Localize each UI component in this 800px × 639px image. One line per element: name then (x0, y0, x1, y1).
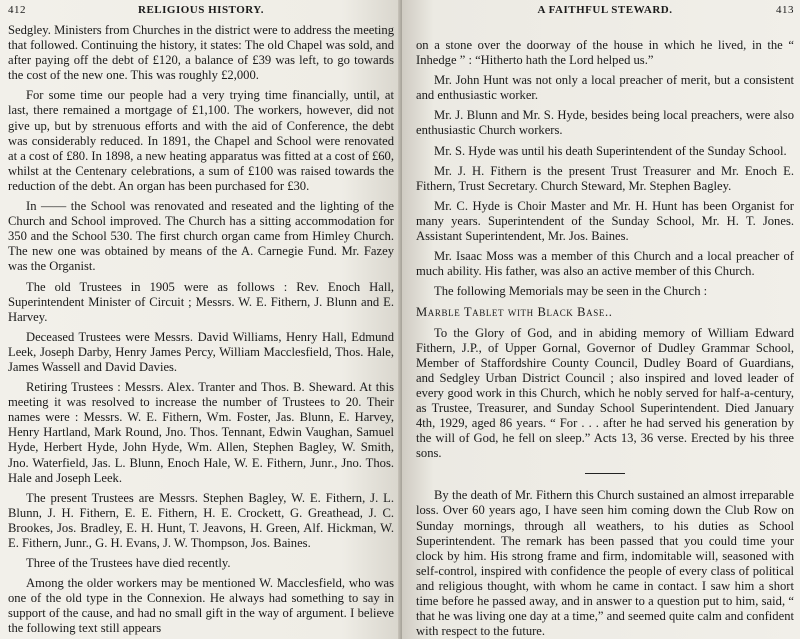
paragraph: Among the older workers may be mentioned W. Macclesfield, who was one of the old type in the Connexion. He always had something to say in support of the cause, and had no small gift in the way of argument. I believe the following text still appears (8, 576, 394, 636)
paragraph: Mr. John Hunt was not only a local preacher of merit, but a consistent and enthusiastic worker. (416, 73, 794, 103)
paragraph: Deceased Trustees were Messrs. David Williams, Henry Hall, Edmund Leek, Joseph Darby, Henry James Percy, William Macclesfield, Thos. Hale, James Wassell and David Davies. (8, 329, 394, 374)
left-page-number: 412 (8, 4, 26, 16)
right-page-number: 413 (776, 4, 794, 16)
paragraph: The old Trustees in 1905 were as follows : Rev. Enoch Hall, Superintendent Minister of Circuit ; Messrs. W. E. Fithern, J. Blunn and E. Harvey. (8, 279, 394, 324)
paragraph: Mr. C. Hyde is Choir Master and Mr. H. Hunt has been Organist for many years. Superintendent of the Sunday School, Mr. H. T. Jones. Assistant Superintendent, Mr. Jos. Baines. (416, 198, 794, 244)
memorial-heading: Marble Tablet with Black Base.. (416, 305, 613, 320)
closing-paragraph: By the death of Mr. Fithern this Church sustained an almost irreparable loss. Over 60 years ago, I have seen him coming down the Club Row on Sunday mornings, through all weathers, to his duties as School Superintendent. The remark has been passed that you could time your clock by him. His strong frame and firm, indomitable will, seasoned with self-control, inspired with confidence the people of every class of political and religious thought, with whom he came in contact. I saw him a short time before he passed away, and in answer to a question put to him, said, “ that he was living one day at a time,” and seemed quite calm and confident with respect to the future. (416, 488, 794, 639)
right-page-body (416, 38, 794, 639)
paragraph: Mr. J. Blunn and Mr. S. Hyde, besides being local preachers, were also enthusiastic Church workers. (416, 108, 794, 138)
paragraph: The following Memorials may be seen in the Church : (434, 284, 708, 299)
paragraph: The present Trustees are Messrs. Stephen Bagley, W. E. Fithern, J. L. Blunn, J. H. Fithern, E. E. Fithern, H. E. Crockett, G. Greathead, J. C. Brookes, Jos. Bradley, E. H. Hunt, T. Jeavons, H. Green, Alf. Hickman, W. E. Fithern, Junr., G. H. Evans, J. W. Thompson, Jos. Baines. (8, 490, 394, 550)
paragraph: For some time our people had a very trying time financially, until, at last, there remained a mortgage of £1,100. The workers, however, did not give up, but by strenuous efforts and with the aid of Conference, the debt was considerably reduced. In 1891, the Chapel and School were renovated at a cost of £80. In 1898, a new heating apparatus was fitted at a cost of £60, whilst at the Centenary celebrations, a sum of £100 was raised towards the reduction of the debt. An organ has been purchased for £30. (8, 88, 394, 193)
paragraph: Mr. J. H. Fithern is the present Trust Treasurer and Mr. Enoch E. Fithern, Trust Secretary. Church Steward, Mr. Stephen Bagley. (416, 163, 794, 193)
left-page-body (8, 23, 394, 639)
left-running-head (8, 4, 394, 16)
paragraph: Retiring Trustees : Messrs. Alex. Tranter and Thos. B. Sheward. At this meeting it was resolved to increase the number of Trustees to 20. Their names were : Messrs. W. E. Fithern, Wm. Foster, Jas. Blunn, E. Harvey, Henry Hartland, Mark Round, Jno. Thos. Tennant, Edwin Vaughan, Samuel Hyde, Herbert Hyde, John Hyde, Wm. Allen, Stephen Bagley, W. Smith, Jno. Waterfield, Jas. L. Blunn, Enoch Hale, W. E. Fithern, Junr., Jno. Thos. Hale and Joseph Leek. (8, 380, 394, 485)
right-running-title: A FAITHFUL STEWARD. (537, 4, 673, 16)
paragraph: Sedgley. Ministers from Churches in the district were to address the meeting that followed. Continuing the history, it states: The old Chapel was sold, and after paying off the debt of £120, a balance of £39 was left, to go towards the cost of the new one. This was roughly £2,000. (8, 23, 394, 83)
paragraph: Mr. S. Hyde was until his death Superintendent of the Sunday School. (434, 143, 787, 158)
left-running-title: RELIGIOUS HISTORY. (138, 4, 264, 16)
paragraph: on a stone over the doorway of the house in which he lived, in the “ Inhedge ” : “Hitherto hath the Lord helped us.” (416, 38, 794, 68)
section-divider (585, 473, 625, 474)
paragraph: Three of the Trustees have died recently. (26, 556, 231, 571)
right-page (402, 0, 800, 639)
right-running-head (416, 4, 794, 16)
memorial-inscription: To the Glory of God, and in abiding memory of William Edward Fithern, J.P., of Upper Gornal, Governor of Dudley Grammar School, Member of Staffordshire County Council, Dudley Board of Guardians, and Sedgley Urban District Council ; also inspired and loved leader of every good work in this Church, which he nobly served for half-a-century, as Trustee, Treasurer, and Sunday School Superintendent. Died January 4th, 1929, aged 86 years. “ For . . . after he had served his generation by the will of God, he fell on sleep.” Acts 13, 36 verse. Erected by his three sons. (416, 325, 794, 461)
paragraph: Mr. Isaac Moss was a member of this Church and a local preacher of much ability. His father, was also an active member of this Church. (416, 249, 794, 279)
paragraph: In —— the School was renovated and reseated and the lighting of the Church and School improved. The Church has a sitting accommodation for 350 and the School 530. The first church organ came from Himley Church. The new one was obtained by means of the A. Carnegie Fund. Mr. Fazey was the Organist. (8, 199, 394, 274)
